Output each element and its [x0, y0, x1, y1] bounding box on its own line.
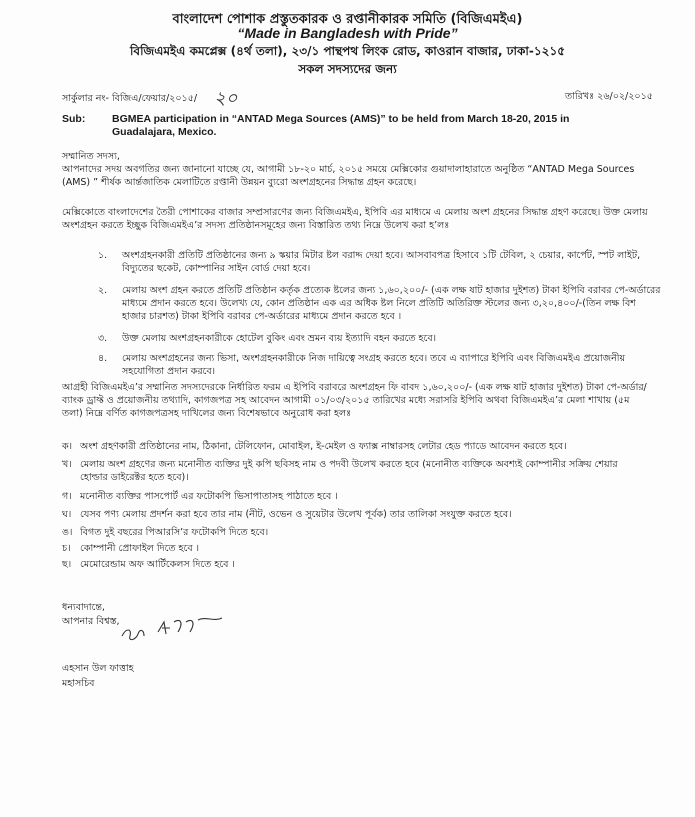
list-item-number: গ। [62, 491, 72, 502]
closing-regards: আপনার বিশ্বস্ত, [62, 616, 120, 627]
slogan: “Made in Bangladesh with Pride” [237, 25, 458, 41]
list-item-number: চ। [62, 543, 71, 554]
audience-line: সকল সদস্যদের জন্য [298, 62, 397, 76]
list-item-number: ঙ। [62, 527, 73, 538]
list-item-text: উক্ত মেলায় অংশগ্রহনকারীকে হোটেল বুকিং এবং ভ্রমন ব্যয় ইত্যাদি বহন করতে হবে। [122, 333, 437, 344]
list-item-text: কোম্পানী প্রোফাইল দিতে হবে । [80, 543, 200, 554]
org-address: বিজিএমইএ কমপ্লেক্স (৪র্থ তলা), ২৩/১ পান্থপথ লিংক রোড, কাওরান বাজার, ঢাকা-১২১৫ [129, 44, 566, 58]
list-item-text: মেমোরেন্ডাম অফ আর্টিকেলস দিতে হবে । [80, 559, 235, 570]
subject-label: Sub: [62, 113, 86, 125]
list-item-text: মেলায় অংশ গ্রহণের জন্য মনোনীত ব্যক্তির দুই কপি ছবিসহ নাম ও পদবী উলেখ করতে হবে (মনোনীত ব্যক্তিকে অবশ্যই কোম্পানীর সক্রিয় শেয়ার হোল্ডার ডাইরেক্টর হতে হবে)। [80, 459, 618, 483]
list-item-text: অংশগ্রহনকারী প্রতিটি প্রতিষ্ঠানের জন্য ৯ স্কয়ার মিটার ষ্টল বরাদ্দ দেয়া হবে। আসবাবপত্র হিসাবে ১টি টেবিল, ২ চেয়ার, কার্পেট, স্পট লাইট, বিদ্যুতের ছকেট, কোম্পানির সাইন বোর্ড দেয়া হবে। [122, 250, 641, 274]
org-name: বাংলাদেশ পোশাক প্রস্তুতকারক ও রপ্তানীকারক সমিতি (বিজিএমইএ) [172, 12, 523, 27]
signature-scribble [118, 610, 228, 644]
details-paragraph: মেক্সিকোতে বাংলাদেশের তৈরী পোশাকের বাজার সম্প্রসারণের জন্য বিজিএমইএ, ইপিবি এর মাধ্যমে এ মেলায় অংশ গ্রহনের সিদ্ধান্ত গ্রহণ করেছে। উক্ত মেলায় অংশগ্রহন করতে ইচ্ছুক বিজিএমইএ’র সদস্য প্রতিষ্ঠানসমূহের জন্য বিস্তারিত তথ্য নিম্নে উলেখ করা হ’লঃ [62, 207, 648, 231]
list-item-number: ৪. [98, 353, 108, 364]
list-item-number: খ। [62, 459, 72, 470]
circular-date: তারিখঃ ২৬/০২/২০১৫ [565, 91, 653, 102]
application-paragraph: আগ্রহী বিজিএমইএ’র সম্মানিত সদস্যদেরকে নির্ধারিত ফরম এ ইপিবি বরাবরে অংশগ্রহন ফি বাবদ ১,৬০,২০০/- (এক লক্ষ ষাট হাজার দুইশত) টাকা পে-অর্ডার/ব্যাংক ড্রাফ্ট ও প্রয়োজনীয় তথ্যাদি, কাগজপত্র সহ আবেদন আগামী ০১/০৩/২০১৫ তারিখের মধ্যে সরাসরি ইপিবি অথবা বিজিএমইএ’র মেলা শাখায় (৫ম তলা) নিম্নে বর্ণিত কাগজপত্রসহ দাখিলের জন্য বিশেষভাবে অনুরোধ করা হলঃ [62, 382, 647, 419]
signatory-name: এহসান উল ফাত্তাহ [62, 663, 134, 674]
salutation: সম্মানিত সদস্য, [62, 151, 120, 162]
circular-number: সার্কুলার নং- বিজিএ/ফেয়ার/২০১৫/ [62, 93, 198, 104]
list-item-text: মেলায় অংশ গ্রহন করতে প্রতিটি প্রতিষ্ঠান কর্তৃক প্রত্যেক ষ্টলের জন্য ১,৬০,২০০/- (এক লক্ষ ষাট হাজার দুইশত) টাকা ইপিবি বরাবর পে-অর্ডারের মাধ্যমে প্রদান করতে হবে। উলেখ্য যে, কোন প্রতিষ্ঠান এক এর অধিক ষ্টল নিলে প্রতিটি অতিরিক্ত স্টলের জন্য ৩,২০,৪০০/-(তিন লক্ষ বিশ হাজার চারশত) টাকা ইপিবি বরাবর পে-অর্ডারের মাধ্যমে প্রদান করতে হবে । [122, 285, 661, 322]
signatory-designation: মহাসচিব [62, 678, 95, 689]
list-item-text: যেসব পণ্য মেলায় প্রদর্শন করা হবে তার নাম (নীট, ওভেন ও সুয়েটার উলেখ পূর্বক) তার তালিকা সংযুক্ত করতে হবে। [80, 509, 512, 520]
list-item-text: বিগত দুই বছরের পিআরসি’র ফটোকপি দিতে হবে। [80, 527, 269, 538]
list-item-text: অংশ গ্রহণকারী প্রতিষ্ঠানের নাম, ঠিকানা, টেলিফোন, মোবাইল, ই-মেইল ও ফ্যাক্স নাম্বারসহ লেটার হেড প্যাডে আবেদন করতে হবে। [80, 441, 567, 452]
list-item-number: ১. [98, 250, 108, 261]
list-item-text: মনোনীত ব্যক্তির পাসপোর্ট এর ফটোকপি ভিসাপাতাসহ পাঠাতে হবে । [80, 491, 338, 502]
intro-paragraph: আপনাদের সদয় অবগতির জন্য জানানো যাচ্ছে যে, আগামী ১৮-২০ মার্চ, ২০১৫ সময়ে মেক্সিকোর গুয়াদালাহারাতে অনুষ্ঠিত “ANTAD Mega Sources (AMS) ” শীর্ষক আর্ন্তজাতিক মেলাটিতে রপ্তানী উন্নয়ন ব্যুরো অংশগ্রহনের সিদ্ধান্ত গ্রহন করেছে। [62, 164, 635, 188]
list-item-number: ঘ। [62, 509, 72, 520]
list-item-number: ছ। [62, 559, 72, 570]
list-item-text: মেলায় অংশগ্রহনের জন্য ভিসা, অংশগ্রহনকারীকে নিজ দায়িত্বে সংগ্রহ করতে হবে। তবে এ ব্যাপারে ইপিবি এবং বিজিএমইএ প্রয়োজনীয় সহযোগিতা প্রদান করবে। [122, 353, 626, 377]
list-item-number: ২. [98, 285, 108, 296]
closing-thanks: ধন্যবাদান্তে, [62, 602, 105, 613]
list-item-number: ক। [62, 441, 73, 452]
subject-text: BGMEA participation in “ANTAD Mega Sources (AMS)” to be held from March 18-20, 2015 in Guadalajara, Mexico. [112, 113, 570, 138]
list-item-number: ৩. [98, 333, 108, 344]
handwritten-circular-number: ২০ [214, 88, 238, 109]
